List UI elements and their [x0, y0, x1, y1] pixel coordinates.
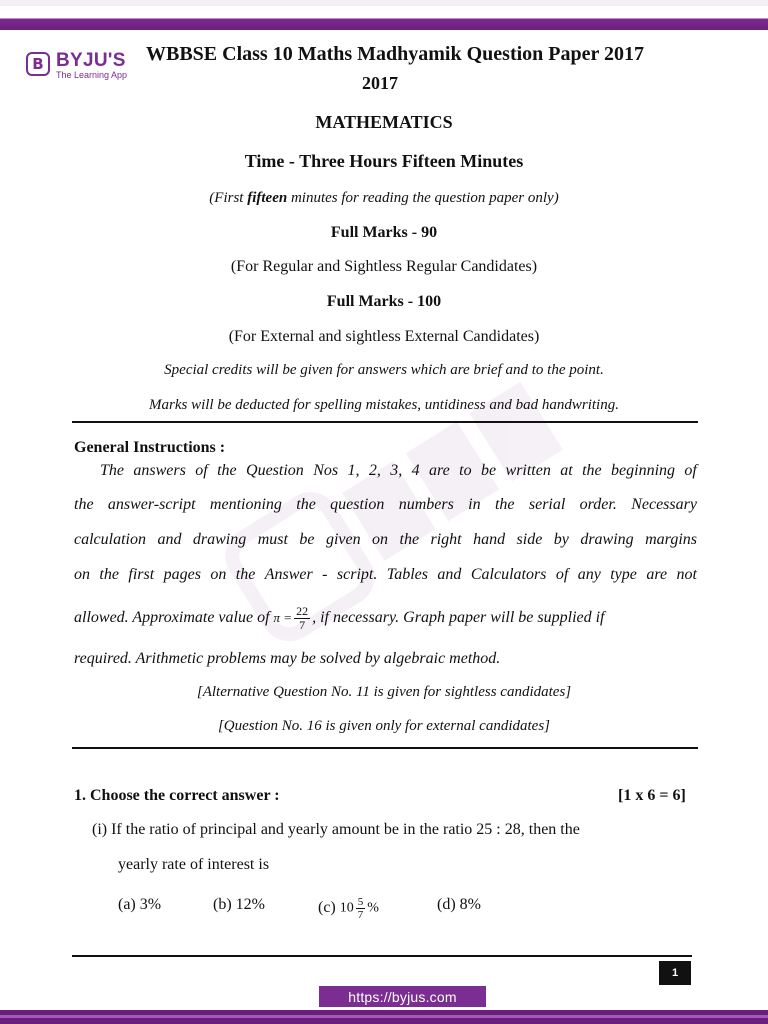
word: the [99, 566, 119, 583]
word: the [494, 496, 515, 513]
word: be [299, 531, 315, 548]
word: order. [579, 496, 617, 513]
word: - [322, 566, 328, 583]
question-text: yearly rate of interest is [118, 856, 270, 873]
full-marks-regular: Full Marks - 90 [330, 224, 438, 241]
word: first [128, 566, 155, 583]
top-banner [0, 0, 768, 30]
website-link[interactable]: https://byjus.com [319, 986, 486, 1007]
word: 3, [390, 462, 403, 479]
word: the [235, 566, 256, 583]
instruction-line-pi: allowed. Approximate value of π = $\frac{22}{7}$ , if necessary. Graph paper will be supplied if [74, 604, 605, 632]
divider [72, 421, 698, 423]
question-text: (i) If the ratio of principal and yearly amount be in the ratio 25 : 28, then the [92, 821, 580, 838]
word: Answer [264, 566, 313, 583]
word: are [646, 566, 668, 583]
word: on [372, 531, 389, 548]
word: pages [163, 566, 201, 583]
pi-symbol: π = [273, 610, 293, 626]
word: answer-script [107, 496, 196, 513]
word: side [516, 531, 543, 548]
external-candidates-note: (For External and sightless External Candidates) [228, 328, 540, 345]
word: question [330, 496, 385, 513]
word: answers [133, 462, 186, 479]
word: the [296, 496, 316, 513]
question-heading: 1. Choose the correct answer : [74, 787, 280, 804]
word: the [217, 462, 237, 479]
word: written [505, 462, 551, 479]
instructions-heading: General Instructions : [74, 439, 226, 456]
word: on [74, 566, 90, 583]
word: must [257, 531, 288, 548]
special-credits-note: Special credits will be given for answers which are brief and to the point. [164, 362, 604, 378]
time-heading: Time - Three Hours Fifteen Minutes [244, 151, 524, 171]
byjus-logo[interactable] [26, 50, 138, 82]
word: on [210, 566, 227, 583]
logo-tagline: The Learning App [56, 70, 128, 80]
word: the [74, 496, 94, 513]
word: Question [246, 462, 304, 479]
pi-fraction: $\frac{22}{7}$ [296, 604, 309, 632]
word: Calculators [470, 566, 547, 583]
word: at [560, 462, 573, 479]
question-marks: [1 x 6 = 6] [618, 787, 686, 804]
word: and [437, 566, 462, 583]
word: margins [645, 531, 697, 548]
deductions-note: Marks will be deducted for spelling mistakes, untidiness and bad handwriting. [149, 397, 619, 413]
word: and [157, 531, 182, 548]
logo-mark: B [26, 52, 50, 76]
word: to [459, 462, 472, 479]
bottom-banner [0, 1010, 768, 1024]
word: any [577, 566, 601, 583]
word: in [468, 496, 481, 513]
word: drawing [580, 531, 634, 548]
divider [72, 747, 698, 749]
logo-name: BYJU'S [56, 50, 126, 71]
option-c: (c) 10 $\frac{5}{7}$ % [318, 896, 379, 921]
word: drawing [192, 531, 247, 548]
instruction-line [74, 496, 697, 514]
word: script. [336, 566, 378, 583]
option-d: (d) 8% [437, 896, 481, 913]
word: numbers [398, 496, 454, 513]
word: mentioning [209, 496, 282, 513]
word: Nos [313, 462, 339, 479]
word: Tables [386, 566, 428, 583]
instruction-line [74, 566, 697, 584]
word: 1, [347, 462, 360, 479]
word: of [555, 566, 569, 583]
footer-divider [72, 955, 692, 957]
word: are [429, 462, 450, 479]
instruction-line: required. Arithmetic problems may be solved by algebraic method. [74, 650, 501, 667]
word: Necessary [631, 496, 697, 513]
alternative-question-note: [Alternative Question No. 11 is given for sightless candidates] [196, 684, 572, 700]
subject-heading: MATHEMATICS [315, 112, 453, 132]
page-number: 1 [659, 961, 691, 985]
option-a: (a) 3% [118, 896, 162, 913]
word: 2, [368, 462, 381, 479]
word: right [430, 531, 462, 548]
word: type [610, 566, 637, 583]
word: by [553, 531, 569, 548]
word: of [195, 462, 208, 479]
full-marks-external: Full Marks - 100 [326, 293, 442, 310]
word: 4 [411, 462, 420, 479]
word: of [684, 462, 697, 479]
word: calculation [74, 531, 146, 548]
word: beginning [611, 462, 676, 479]
reading-time-note: (First fifteen minutes for reading the question paper only) [209, 190, 559, 206]
word: serial [528, 496, 566, 513]
word: hand [473, 531, 506, 548]
document-title: WBBSE Class 10 Maths Madhyamik Question Paper 2017 [146, 43, 645, 65]
instruction-line [100, 462, 697, 480]
regular-candidates-note: (For Regular and Sightless Regular Candidates) [230, 258, 538, 275]
option-b: (b) 12% [213, 896, 265, 913]
instruction-line [74, 531, 697, 549]
document-year: 2017 [362, 73, 398, 93]
word: be [481, 462, 497, 479]
word: given [325, 531, 361, 548]
word: not [676, 566, 697, 583]
external-question-note: [Question No. 16 is given only for external candidates] [217, 718, 551, 734]
word: the [399, 531, 420, 548]
word: The [100, 462, 124, 479]
word: the [582, 462, 602, 479]
